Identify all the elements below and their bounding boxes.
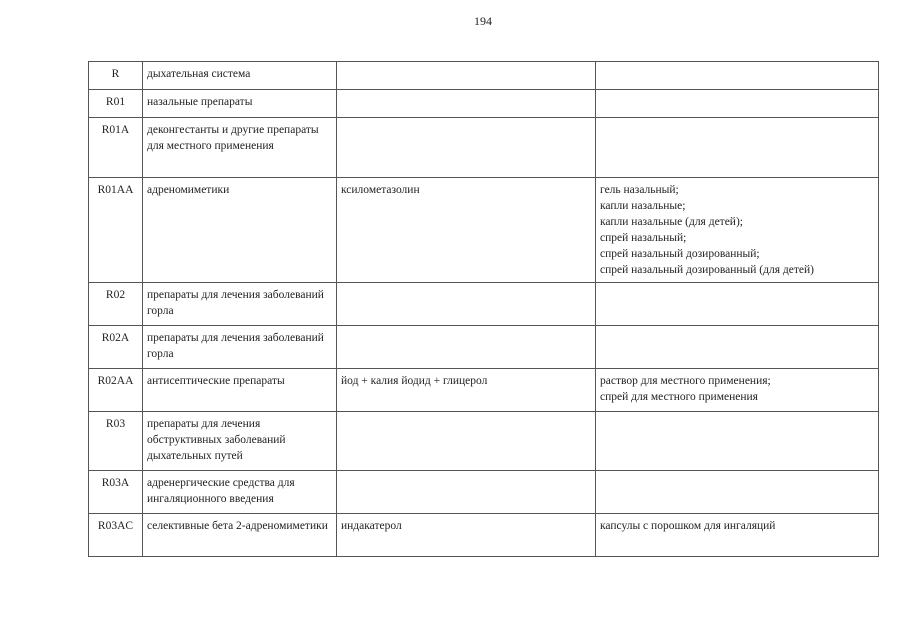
- table-row: [89, 62, 879, 90]
- dosage-forms: [596, 412, 879, 471]
- atc-code: R: [89, 62, 143, 90]
- dosage-form: гель назальный;: [600, 184, 679, 196]
- drug-name: йод + калия йодид + глицерол: [337, 369, 596, 412]
- dosage-form: капли назальные;: [600, 200, 686, 212]
- dosage-forms: [596, 90, 879, 118]
- group-name: антисептические препараты: [143, 369, 337, 412]
- table-row: [89, 514, 879, 557]
- dosage-form: спрей назальный дозированный (для детей): [600, 264, 814, 276]
- dosage-form: капли назальные (для детей);: [600, 216, 743, 228]
- table-row: [89, 412, 879, 471]
- drug-name: [337, 62, 596, 90]
- drug-classification-table: [88, 61, 879, 557]
- group-name: селективные бета 2-адреномиметики: [143, 514, 337, 557]
- atc-code: R02: [89, 283, 143, 326]
- drug-name: [337, 90, 596, 118]
- group-name: дыхательная система: [143, 62, 337, 90]
- group-name: адренергические средства для ингаляционного введения: [143, 471, 337, 514]
- dosage-forms: [596, 369, 879, 412]
- table-row: [89, 326, 879, 369]
- dosage-forms: [596, 514, 879, 557]
- drug-name: ксилометазолин: [337, 178, 596, 283]
- drug-name: [337, 412, 596, 471]
- dosage-form: капсулы с порошком для ингаляций: [600, 520, 776, 532]
- group-name: назальные препараты: [143, 90, 337, 118]
- group-name: деконгестанты и другие препараты для местного применения: [143, 118, 337, 178]
- dosage-form: спрей для местного применения: [600, 391, 758, 403]
- atc-code: R02AA: [89, 369, 143, 412]
- group-name: препараты для лечения заболеваний горла: [143, 326, 337, 369]
- dosage-form: спрей назальный;: [600, 232, 687, 244]
- table-row: [89, 369, 879, 412]
- drug-name: [337, 118, 596, 178]
- group-name: препараты для лечения обструктивных заболеваний дыхательных путей: [143, 412, 337, 471]
- table-row: [89, 283, 879, 326]
- atc-code: R03AC: [89, 514, 143, 557]
- drug-name: [337, 283, 596, 326]
- table-row: [89, 471, 879, 514]
- page-number: 194: [474, 14, 492, 28]
- dosage-forms: [596, 118, 879, 178]
- atc-code: R01AA: [89, 178, 143, 283]
- atc-code: R03: [89, 412, 143, 471]
- table-row: [89, 118, 879, 178]
- atc-code: R01: [89, 90, 143, 118]
- drug-name: [337, 471, 596, 514]
- atc-code: R03A: [89, 471, 143, 514]
- dosage-forms: [596, 326, 879, 369]
- drug-name: индакатерол: [337, 514, 596, 557]
- dosage-forms: [596, 62, 879, 90]
- dosage-forms: [596, 471, 879, 514]
- dosage-form: спрей назальный дозированный;: [600, 248, 760, 260]
- group-name: препараты для лечения заболеваний горла: [143, 283, 337, 326]
- atc-code: R01A: [89, 118, 143, 178]
- table-row: [89, 90, 879, 118]
- group-name: адреномиметики: [143, 178, 337, 283]
- drug-name: [337, 326, 596, 369]
- dosage-forms: [596, 178, 879, 283]
- dosage-forms: [596, 283, 879, 326]
- table-row: [89, 178, 879, 283]
- dosage-form: раствор для местного применения;: [600, 375, 771, 387]
- atc-code: R02A: [89, 326, 143, 369]
